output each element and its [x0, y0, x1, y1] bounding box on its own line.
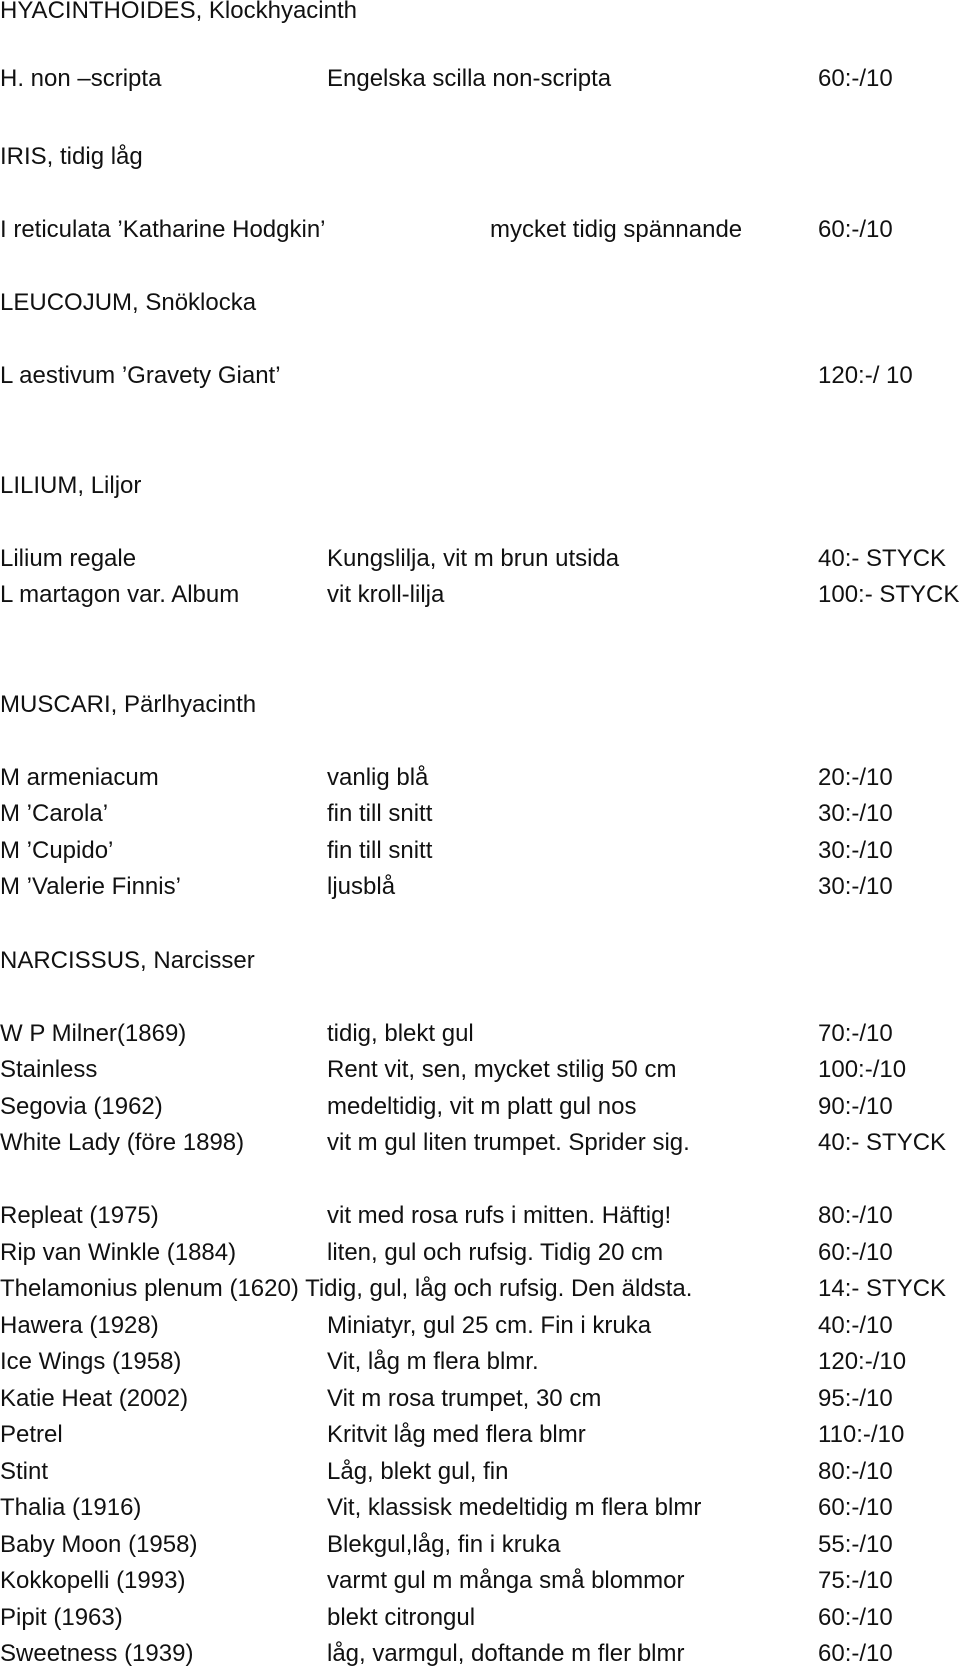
plant-name: Lilium regale: [0, 545, 137, 572]
plant-name: Katie Heat (2002): [0, 1385, 189, 1412]
plant-name: I reticulata ’Katharine Hodgkin’: [0, 216, 326, 243]
plant-name: Thalia (1916): [0, 1494, 142, 1521]
plant-name: W P Milner(1869): [0, 1020, 187, 1047]
plant-description: Vit, låg m flera blmr.: [327, 1348, 539, 1375]
plant-description: blekt citrongul: [327, 1604, 476, 1631]
plant-price: 120:-/10: [818, 1348, 907, 1375]
plant-name: Hawera (1928): [0, 1312, 159, 1339]
plant-description: Engelska scilla non-scripta: [327, 65, 612, 92]
plant-price: 100:- STYCK: [818, 581, 960, 608]
plant-price: 55:-/10: [818, 1531, 893, 1558]
plant-name: Stint: [0, 1458, 49, 1485]
plant-price: 14:- STYCK: [818, 1275, 947, 1302]
plant-name: M ’Valerie Finnis’: [0, 873, 181, 900]
plant-price: 60:-/10: [818, 65, 893, 92]
heading-text: IRIS, tidig låg: [0, 143, 143, 170]
plant-name: Baby Moon (1958): [0, 1531, 198, 1558]
plant-description: Blekgul,låg, fin i kruka: [327, 1531, 561, 1558]
plant-description: medeltidig, vit m platt gul nos: [327, 1093, 637, 1120]
plant-description: ljusblå: [327, 873, 396, 900]
plant-description: Rent vit, sen, mycket stilig 50 cm: [327, 1056, 677, 1083]
plant-price: 80:-/10: [818, 1202, 893, 1229]
plant-description: vanlig blå: [327, 764, 429, 791]
plant-name: Rip van Winkle (1884): [0, 1239, 237, 1266]
plant-price: 60:-/10: [818, 216, 893, 243]
heading-text: LILIUM, Liljor: [0, 472, 142, 499]
plant-name: Segovia (1962): [0, 1093, 163, 1120]
plant-price: 60:-/10: [818, 1640, 893, 1667]
plant-name: White Lady (före 1898): [0, 1129, 245, 1156]
plant-price: 110:-/10: [818, 1421, 905, 1448]
plant-description: Kungslilja, vit m brun utsida: [327, 545, 620, 572]
plant-price: 30:-/10: [818, 837, 893, 864]
plant-price: 100:-/10: [818, 1056, 907, 1083]
heading-text: MUSCARI, Pärlhyacinth: [0, 691, 257, 718]
plant-description: Vit m rosa trumpet, 30 cm: [327, 1385, 602, 1412]
plant-price: 60:-/10: [818, 1239, 893, 1266]
plant-description: Vit, klassisk medeltidig m flera blmr: [327, 1494, 702, 1521]
plant-description: Kritvit låg med flera blmr: [327, 1421, 586, 1448]
plant-name: Petrel: [0, 1421, 63, 1448]
plant-description: fin till snitt: [327, 837, 433, 864]
plant-price: 60:-/10: [818, 1604, 893, 1631]
plant-name: L martagon var. Album: [0, 581, 240, 608]
plant-description: vit med rosa rufs i mitten. Häftig!: [327, 1202, 672, 1229]
plant-name: L aestivum ’Gravety Giant’: [0, 362, 281, 389]
plant-description: liten, gul och rufsig. Tidig 20 cm: [327, 1239, 664, 1266]
plant-name: Pipit (1963): [0, 1604, 123, 1631]
plant-price: 30:-/10: [818, 873, 893, 900]
plant-price: 30:-/10: [818, 800, 893, 827]
plant-name: Kokkopelli (1993): [0, 1567, 186, 1594]
plant-description: Miniatyr, gul 25 cm. Fin i kruka: [327, 1312, 652, 1339]
plant-name: Stainless: [0, 1056, 98, 1083]
plant-description: Låg, blekt gul, fin: [327, 1458, 509, 1485]
plant-description: fin till snitt: [327, 800, 433, 827]
plant-price: 80:-/10: [818, 1458, 893, 1485]
plant-name: H. non –scripta: [0, 65, 162, 92]
plant-price: 60:-/10: [818, 1494, 893, 1521]
heading-text: HYACINTHOIDES, Klockhyacinth: [0, 0, 357, 24]
plant-price: 70:-/10: [818, 1020, 893, 1047]
plant-price: 20:-/10: [818, 764, 893, 791]
plant-name: M ’Carola’: [0, 800, 109, 827]
plant-price: 40:- STYCK: [818, 545, 947, 572]
plant-description: varmt gul m många små blommor: [327, 1567, 685, 1594]
plant-name: Sweetness (1939): [0, 1640, 194, 1667]
plant-price: 95:-/10: [818, 1385, 893, 1412]
plant-description: vit kroll-lilja: [327, 581, 445, 608]
plant-price: 90:-/10: [818, 1093, 893, 1120]
heading-text: LEUCOJUM, Snöklocka: [0, 289, 257, 316]
plant-name: Thelamonius plenum (1620) Tidig, gul, låg och rufsig. Den äldsta.: [0, 1275, 693, 1302]
plant-description: låg, varmgul, doftande m fler blmr: [327, 1640, 685, 1667]
plant-name: M armeniacum: [0, 764, 159, 791]
plant-description: vit m gul liten trumpet. Sprider sig.: [327, 1129, 690, 1156]
heading-text: NARCISSUS, Narcisser: [0, 947, 255, 974]
plant-price: 40:-/10: [818, 1312, 893, 1339]
plant-description: tidig, blekt gul: [327, 1020, 474, 1047]
plant-price: 120:-/ 10: [818, 362, 913, 389]
plant-price: 75:-/10: [818, 1567, 893, 1594]
plant-price: 40:- STYCK: [818, 1129, 947, 1156]
plant-description: mycket tidig spännande: [490, 216, 743, 243]
plant-name: Ice Wings (1958): [0, 1348, 182, 1375]
plant-name: M ’Cupido’: [0, 837, 114, 864]
plant-name: Repleat (1975): [0, 1202, 159, 1229]
